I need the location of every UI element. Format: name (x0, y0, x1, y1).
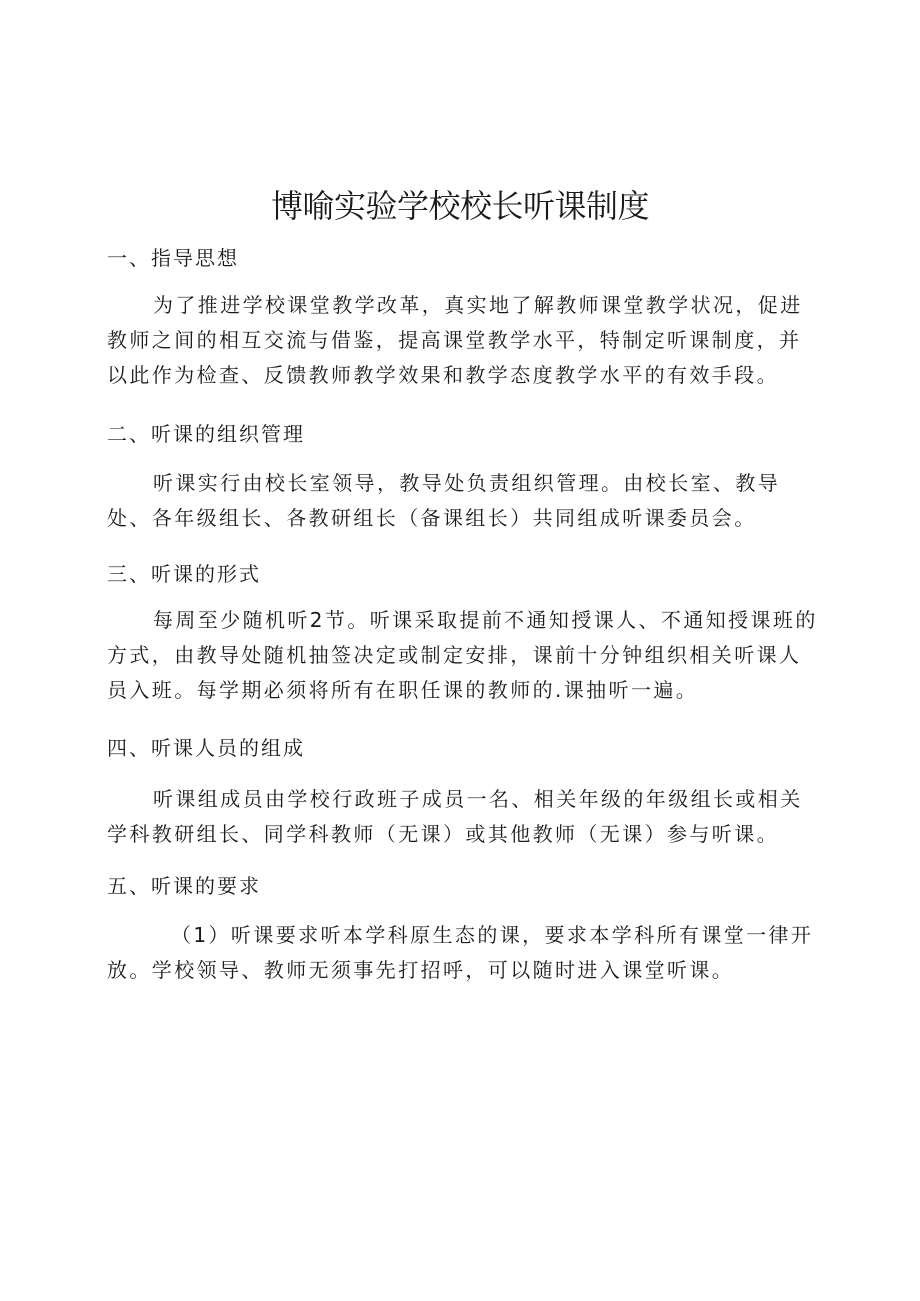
section-paragraph-format: 每周至少随机听2节。听课采取提前不通知授课人、不通知授课班的方式，由教导处随机抽签决定或制定安排，课前十分钟组织相关听课人员入班。每学期必须将所有在职任课的教师的.课抽听一遍。 (107, 608, 818, 702)
document-title: 博喻实验学校校长听课制度 (270, 187, 649, 225)
section-heading-guiding-ideology: 一、指导思想 (107, 246, 239, 270)
section-heading-organization: 二、听课的组织管理 (107, 422, 305, 446)
section-heading-requirements: 五、听课的要求 (107, 874, 261, 898)
section-heading-format: 三、听课的形式 (107, 562, 261, 586)
section-paragraph-requirements: （1）听课要求听本学科原生态的课，要求本学科所有课堂一律开放。学校领导、教师无须事先打招呼，可以随时进入课堂听课。 (107, 923, 814, 982)
section-paragraph-organization: 听课实行由校长室领导，教导处负责组织管理。由校长室、教导处、各年级组长、各教研组长（备课组长）共同组成听课委员会。 (107, 471, 781, 530)
section-paragraph-guiding-ideology: 为了推进学校课堂教学改革，真实地了解教师课堂教学状况，促进教师之间的相互交流与借鉴，提高课堂教学水平，特制定听课制度，并以此作为检查、反馈教师教学效果和教学态度教学水平的有效手段。 (107, 293, 803, 387)
section-paragraph-members: 听课组成员由学校行政班子成员一名、相关年级的年级组长或相关学科教研组长、同学科教师（无课）或其他教师（无课）参与听课。 (107, 787, 803, 846)
section-heading-members: 四、听课人员的组成 (107, 736, 305, 760)
